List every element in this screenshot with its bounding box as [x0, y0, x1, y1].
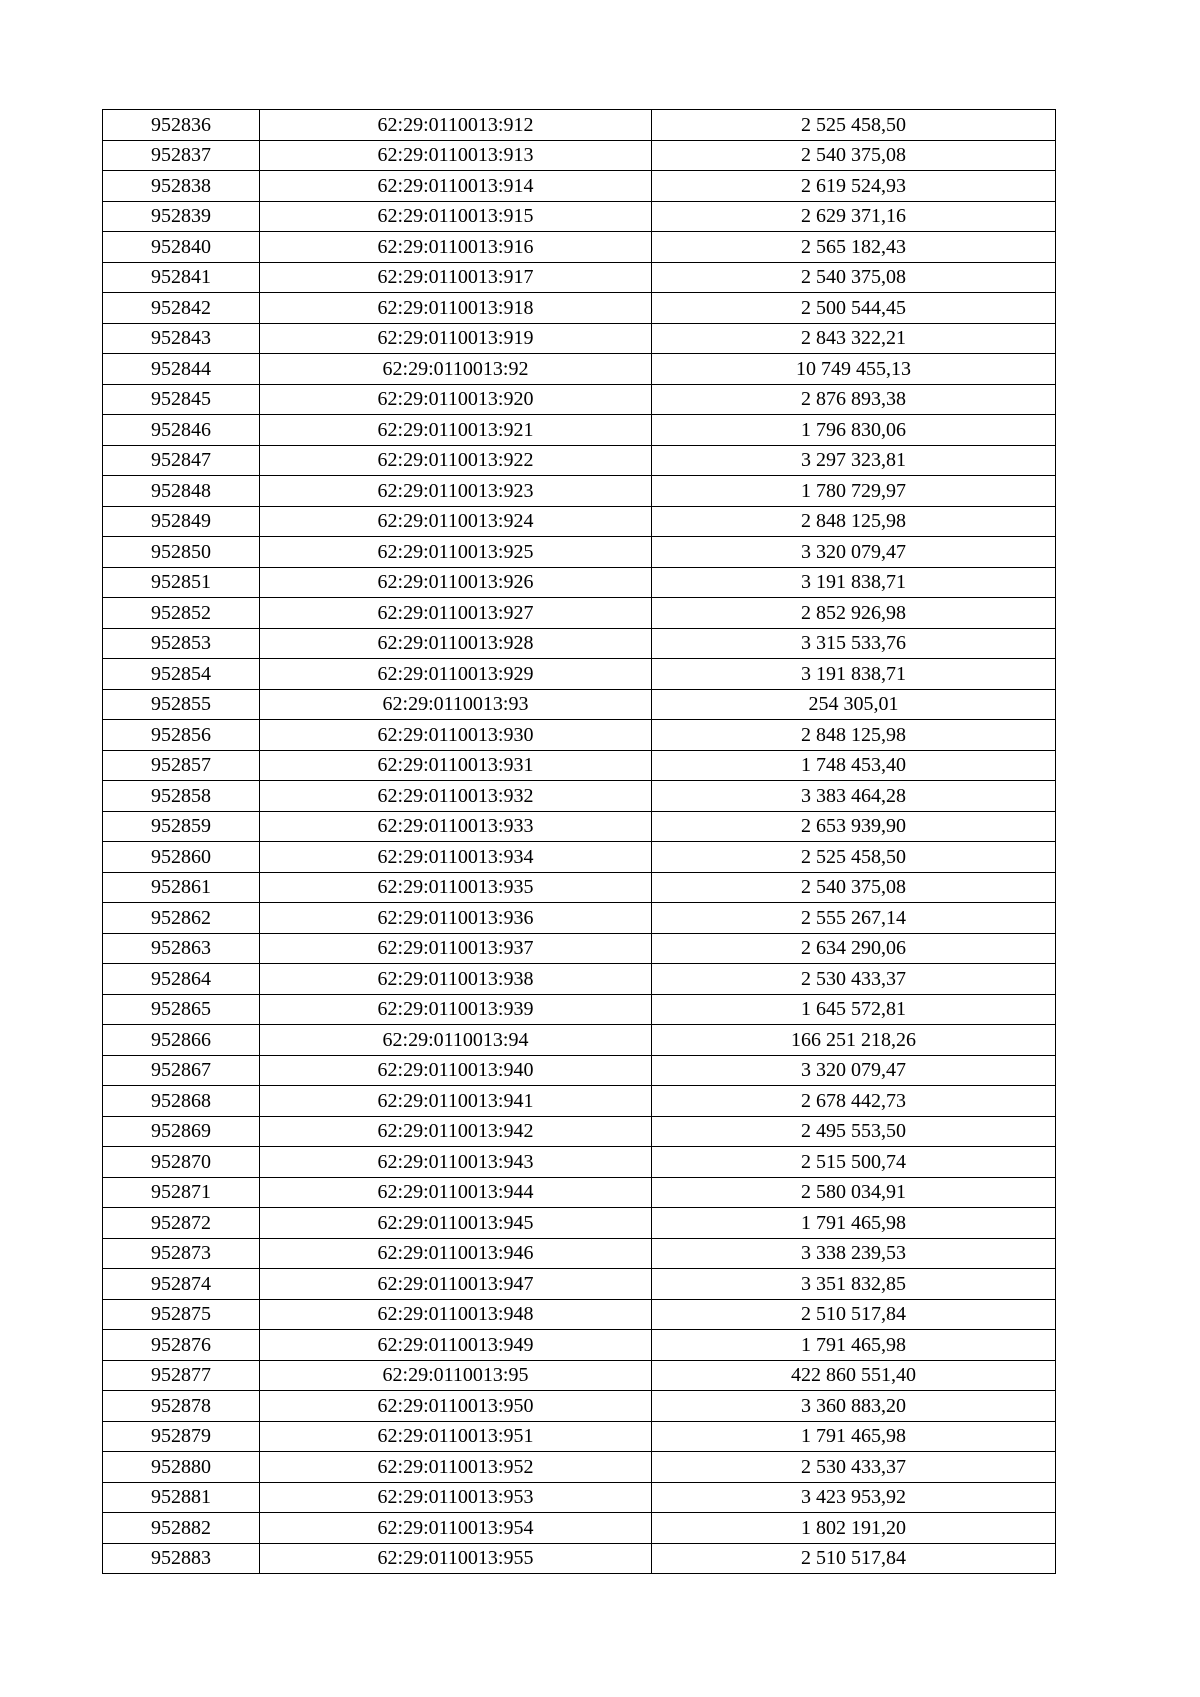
table-row — [103, 1147, 1056, 1178]
table-row — [103, 293, 1056, 324]
table-row — [103, 384, 1056, 415]
table-row — [103, 598, 1056, 629]
cadastral-value-cell: 2 852 926,98 — [652, 598, 1056, 629]
table-row — [103, 1025, 1056, 1056]
row-number-cell: 952877 — [103, 1360, 260, 1391]
table-row — [103, 354, 1056, 385]
row-number-cell: 952862 — [103, 903, 260, 934]
table-row — [103, 201, 1056, 232]
row-number-cell: 952856 — [103, 720, 260, 751]
cadastral-number-cell: 62:29:0110013:935 — [260, 872, 652, 903]
cadastral-number-cell: 62:29:0110013:924 — [260, 506, 652, 537]
table-row — [103, 964, 1056, 995]
cadastral-value-cell: 3 351 832,85 — [652, 1269, 1056, 1300]
cadastral-value-cell: 2 580 034,91 — [652, 1177, 1056, 1208]
cadastral-value-cell: 3 383 464,28 — [652, 781, 1056, 812]
cadastral-number-cell: 62:29:0110013:920 — [260, 384, 652, 415]
cadastral-value-cell: 3 191 838,71 — [652, 567, 1056, 598]
cadastral-value-cell: 2 565 182,43 — [652, 232, 1056, 263]
cadastral-value-cell: 1 791 465,98 — [652, 1421, 1056, 1452]
row-number-cell: 952869 — [103, 1116, 260, 1147]
cadastral-number-cell: 62:29:0110013:930 — [260, 720, 652, 751]
cadastral-number-cell: 62:29:0110013:923 — [260, 476, 652, 507]
row-number-cell: 952880 — [103, 1452, 260, 1483]
cadastral-value-cell: 3 191 838,71 — [652, 659, 1056, 690]
table-row — [103, 1116, 1056, 1147]
cadastral-value-cell: 2 540 375,08 — [652, 140, 1056, 171]
row-number-cell: 952841 — [103, 262, 260, 293]
cadastral-value-cell: 2 555 267,14 — [652, 903, 1056, 934]
row-number-cell: 952851 — [103, 567, 260, 598]
cadastral-value-cell: 1 780 729,97 — [652, 476, 1056, 507]
cadastral-value-cell: 2 540 375,08 — [652, 872, 1056, 903]
row-number-cell: 952882 — [103, 1513, 260, 1544]
row-number-cell: 952865 — [103, 994, 260, 1025]
cadastral-number-cell: 62:29:0110013:92 — [260, 354, 652, 385]
cadastral-value-cell: 3 320 079,47 — [652, 1055, 1056, 1086]
row-number-cell: 952852 — [103, 598, 260, 629]
row-number-cell: 952858 — [103, 781, 260, 812]
row-number-cell: 952864 — [103, 964, 260, 995]
row-number-cell: 952854 — [103, 659, 260, 690]
table-row — [103, 110, 1056, 141]
cadastral-number-cell: 62:29:0110013:931 — [260, 750, 652, 781]
cadastral-number-cell: 62:29:0110013:953 — [260, 1482, 652, 1513]
table-row — [103, 445, 1056, 476]
table-row — [103, 1055, 1056, 1086]
table-row — [103, 1208, 1056, 1239]
cadastral-number-cell: 62:29:0110013:922 — [260, 445, 652, 476]
table-row — [103, 1330, 1056, 1361]
table-row — [103, 506, 1056, 537]
row-number-cell: 952878 — [103, 1391, 260, 1422]
cadastral-value-cell: 3 360 883,20 — [652, 1391, 1056, 1422]
table-row — [103, 537, 1056, 568]
cadastral-value-cell: 2 843 322,21 — [652, 323, 1056, 354]
row-number-cell: 952845 — [103, 384, 260, 415]
cadastral-number-cell: 62:29:0110013:928 — [260, 628, 652, 659]
cadastral-value-cell: 3 315 533,76 — [652, 628, 1056, 659]
cadastral-value-cell: 10 749 455,13 — [652, 354, 1056, 385]
cadastral-value-cell: 2 619 524,93 — [652, 171, 1056, 202]
cadastral-number-cell: 62:29:0110013:932 — [260, 781, 652, 812]
table-row — [103, 781, 1056, 812]
cadastral-number-cell: 62:29:0110013:933 — [260, 811, 652, 842]
cadastral-value-cell: 254 305,01 — [652, 689, 1056, 720]
cadastral-number-cell: 62:29:0110013:927 — [260, 598, 652, 629]
row-number-cell: 952844 — [103, 354, 260, 385]
cadastral-number-cell: 62:29:0110013:936 — [260, 903, 652, 934]
cadastral-number-cell: 62:29:0110013:916 — [260, 232, 652, 263]
row-number-cell: 952860 — [103, 842, 260, 873]
row-number-cell: 952836 — [103, 110, 260, 141]
cadastral-value-cell: 1 796 830,06 — [652, 415, 1056, 446]
cadastral-value-cell: 2 500 544,45 — [652, 293, 1056, 324]
table-row — [103, 323, 1056, 354]
table-row — [103, 1391, 1056, 1422]
cadastral-number-cell: 62:29:0110013:947 — [260, 1269, 652, 1300]
cadastral-number-cell: 62:29:0110013:952 — [260, 1452, 652, 1483]
cadastral-value-cell: 2 848 125,98 — [652, 506, 1056, 537]
cadastral-value-cell: 2 629 371,16 — [652, 201, 1056, 232]
cadastral-value-cell: 2 525 458,50 — [652, 110, 1056, 141]
row-number-cell: 952840 — [103, 232, 260, 263]
table-row — [103, 1452, 1056, 1483]
cadastral-number-cell: 62:29:0110013:949 — [260, 1330, 652, 1361]
table-row — [103, 262, 1056, 293]
cadastral-value-cell: 2 540 375,08 — [652, 262, 1056, 293]
cadastral-number-cell: 62:29:0110013:943 — [260, 1147, 652, 1178]
table-row — [103, 903, 1056, 934]
cadastral-number-cell: 62:29:0110013:954 — [260, 1513, 652, 1544]
table-row — [103, 842, 1056, 873]
table-row — [103, 171, 1056, 202]
cadastral-number-cell: 62:29:0110013:955 — [260, 1543, 652, 1574]
cadastral-value-cell: 2 653 939,90 — [652, 811, 1056, 842]
cadastral-number-cell: 62:29:0110013:942 — [260, 1116, 652, 1147]
cadastral-number-cell: 62:29:0110013:915 — [260, 201, 652, 232]
row-number-cell: 952855 — [103, 689, 260, 720]
table-row — [103, 1177, 1056, 1208]
row-number-cell: 952867 — [103, 1055, 260, 1086]
cadastral-number-cell: 62:29:0110013:946 — [260, 1238, 652, 1269]
row-number-cell: 952873 — [103, 1238, 260, 1269]
table-row — [103, 1513, 1056, 1544]
cadastral-number-cell: 62:29:0110013:919 — [260, 323, 652, 354]
cadastral-value-cell: 2 495 553,50 — [652, 1116, 1056, 1147]
cadastral-number-cell: 62:29:0110013:944 — [260, 1177, 652, 1208]
row-number-cell: 952850 — [103, 537, 260, 568]
table-row — [103, 994, 1056, 1025]
cadastral-value-cell: 2 530 433,37 — [652, 1452, 1056, 1483]
table-row — [103, 140, 1056, 171]
cadastral-value-cell: 1 748 453,40 — [652, 750, 1056, 781]
row-number-cell: 952872 — [103, 1208, 260, 1239]
table-row — [103, 659, 1056, 690]
cadastral-number-cell: 62:29:0110013:939 — [260, 994, 652, 1025]
cadastral-number-cell: 62:29:0110013:914 — [260, 171, 652, 202]
row-number-cell: 952874 — [103, 1269, 260, 1300]
cadastral-value-cell: 2 876 893,38 — [652, 384, 1056, 415]
table-row — [103, 1482, 1056, 1513]
cadastral-number-cell: 62:29:0110013:926 — [260, 567, 652, 598]
cadastral-number-cell: 62:29:0110013:921 — [260, 415, 652, 446]
row-number-cell: 952848 — [103, 476, 260, 507]
row-number-cell: 952875 — [103, 1299, 260, 1330]
row-number-cell: 952839 — [103, 201, 260, 232]
table-row — [103, 415, 1056, 446]
cadastral-value-cell: 1 791 465,98 — [652, 1208, 1056, 1239]
row-number-cell: 952837 — [103, 140, 260, 171]
table-row — [103, 476, 1056, 507]
table-row — [103, 1421, 1056, 1452]
cadastral-value-cell: 3 338 239,53 — [652, 1238, 1056, 1269]
row-number-cell: 952857 — [103, 750, 260, 781]
table-row — [103, 1238, 1056, 1269]
row-number-cell: 952838 — [103, 171, 260, 202]
cadastral-value-cell: 1 791 465,98 — [652, 1330, 1056, 1361]
table-row — [103, 232, 1056, 263]
row-number-cell: 952883 — [103, 1543, 260, 1574]
table-row — [103, 872, 1056, 903]
cadastral-value-cell: 3 320 079,47 — [652, 537, 1056, 568]
table-row — [103, 567, 1056, 598]
row-number-cell: 952881 — [103, 1482, 260, 1513]
cadastral-number-cell: 62:29:0110013:934 — [260, 842, 652, 873]
cadastral-value-cell: 166 251 218,26 — [652, 1025, 1056, 1056]
cadastral-value-cell: 2 634 290,06 — [652, 933, 1056, 964]
row-number-cell: 952847 — [103, 445, 260, 476]
row-number-cell: 952879 — [103, 1421, 260, 1452]
cadastral-value-cell: 2 510 517,84 — [652, 1543, 1056, 1574]
cadastral-number-cell: 62:29:0110013:948 — [260, 1299, 652, 1330]
table-row — [103, 1299, 1056, 1330]
cadastral-number-cell: 62:29:0110013:94 — [260, 1025, 652, 1056]
cadastral-value-cell: 2 530 433,37 — [652, 964, 1056, 995]
row-number-cell: 952868 — [103, 1086, 260, 1117]
row-number-cell: 952863 — [103, 933, 260, 964]
row-number-cell: 952853 — [103, 628, 260, 659]
cadastral-value-cell: 3 423 953,92 — [652, 1482, 1056, 1513]
cadastral-number-cell: 62:29:0110013:918 — [260, 293, 652, 324]
table-row — [103, 1086, 1056, 1117]
cadastral-number-cell: 62:29:0110013:912 — [260, 110, 652, 141]
cadastral-value-cell: 2 515 500,74 — [652, 1147, 1056, 1178]
cadastral-number-cell: 62:29:0110013:945 — [260, 1208, 652, 1239]
cadastral-number-cell: 62:29:0110013:929 — [260, 659, 652, 690]
cadastral-number-cell: 62:29:0110013:941 — [260, 1086, 652, 1117]
table-row — [103, 1360, 1056, 1391]
row-number-cell: 952859 — [103, 811, 260, 842]
cadastral-number-cell: 62:29:0110013:93 — [260, 689, 652, 720]
table-row — [103, 628, 1056, 659]
cadastral-number-cell: 62:29:0110013:917 — [260, 262, 652, 293]
cadastral-number-cell: 62:29:0110013:950 — [260, 1391, 652, 1422]
cadastral-value-cell: 1 802 191,20 — [652, 1513, 1056, 1544]
cadastral-number-cell: 62:29:0110013:940 — [260, 1055, 652, 1086]
row-number-cell: 952861 — [103, 872, 260, 903]
cadastral-number-cell: 62:29:0110013:938 — [260, 964, 652, 995]
row-number-cell: 952871 — [103, 1177, 260, 1208]
table-row — [103, 1269, 1056, 1300]
table-row — [103, 811, 1056, 842]
cadastral-number-cell: 62:29:0110013:937 — [260, 933, 652, 964]
row-number-cell: 952843 — [103, 323, 260, 354]
cadastral-value-cell: 2 848 125,98 — [652, 720, 1056, 751]
row-number-cell: 952849 — [103, 506, 260, 537]
row-number-cell: 952876 — [103, 1330, 260, 1361]
cadastral-value-table — [102, 109, 1056, 1574]
table-row — [103, 1543, 1056, 1574]
row-number-cell: 952846 — [103, 415, 260, 446]
table-row — [103, 750, 1056, 781]
table-row — [103, 720, 1056, 751]
cadastral-value-cell: 1 645 572,81 — [652, 994, 1056, 1025]
cadastral-number-cell: 62:29:0110013:95 — [260, 1360, 652, 1391]
row-number-cell: 952870 — [103, 1147, 260, 1178]
cadastral-value-cell: 2 510 517,84 — [652, 1299, 1056, 1330]
cadastral-number-cell: 62:29:0110013:913 — [260, 140, 652, 171]
cadastral-value-cell: 3 297 323,81 — [652, 445, 1056, 476]
row-number-cell: 952866 — [103, 1025, 260, 1056]
row-number-cell: 952842 — [103, 293, 260, 324]
cadastral-value-cell: 422 860 551,40 — [652, 1360, 1056, 1391]
table-body — [103, 110, 1056, 1574]
table-row — [103, 933, 1056, 964]
cadastral-value-cell: 2 525 458,50 — [652, 842, 1056, 873]
table-row — [103, 689, 1056, 720]
cadastral-value-cell: 2 678 442,73 — [652, 1086, 1056, 1117]
cadastral-number-cell: 62:29:0110013:951 — [260, 1421, 652, 1452]
cadastral-number-cell: 62:29:0110013:925 — [260, 537, 652, 568]
